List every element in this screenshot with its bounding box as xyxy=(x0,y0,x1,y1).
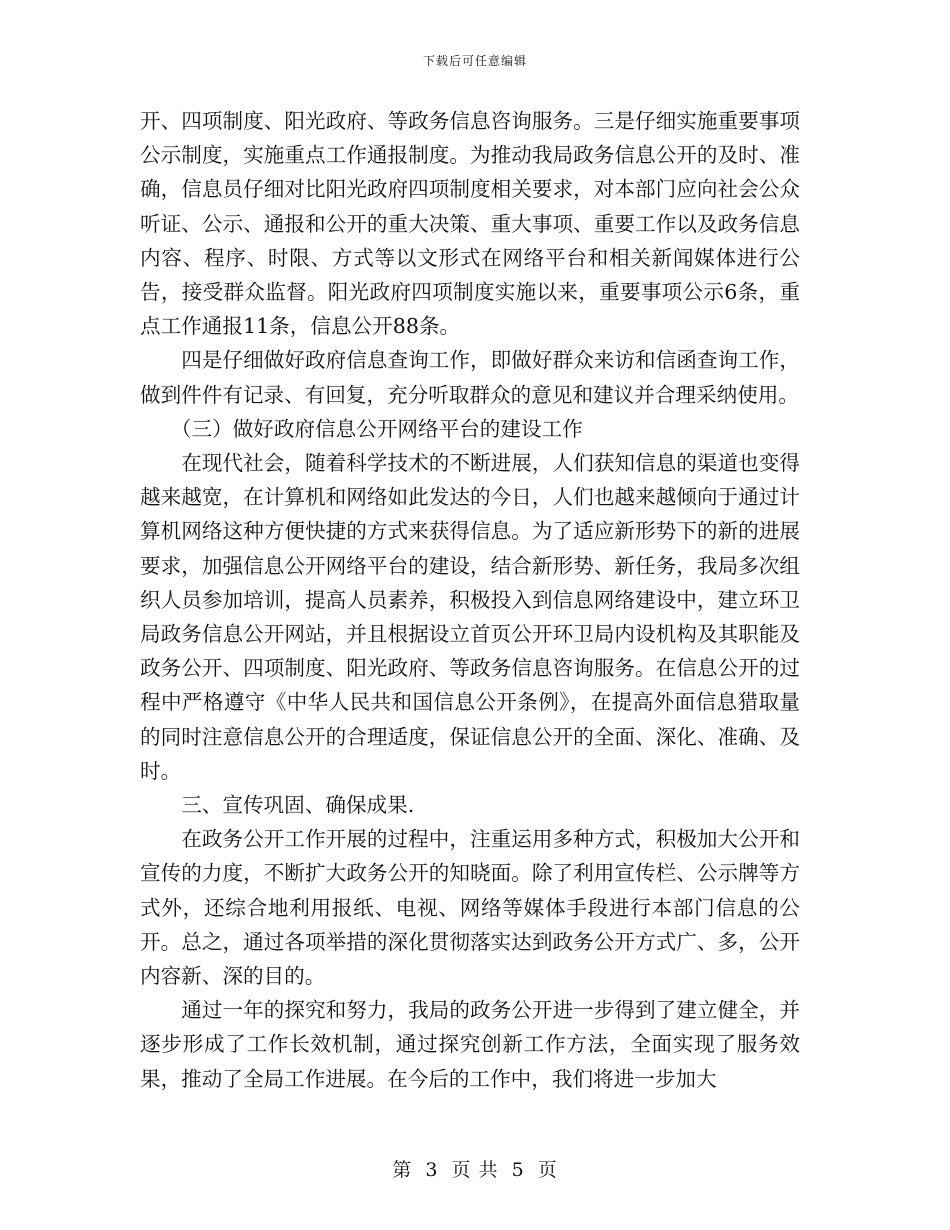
document-body xyxy=(140,104,800,1096)
total-pages-number: 5 xyxy=(511,1159,525,1181)
page-suffix: 页 xyxy=(537,1159,558,1181)
current-page-number: 3 xyxy=(425,1159,439,1181)
paragraph: 开、四项制度、阳光政府、等政务信息咨询服务。三是仔细实施重要事项公示制度，实施重点工作通报制度。为推动我局政务信息公开的及时、准确，信息员仔细对比阳光政府四项制度相关要求，对本部门应向社会公众听证、公示、通报和公开的重大决策、重大事项、重要工作以及政务信息内容、程序、时限、方式等以文形式在网络平台和相关新闻媒体进行公告，接受群众监督。阳光政府四项制度实施以来，重要事项公示6条，重点工作通报11条，信息公开88条。 xyxy=(140,109,800,339)
paragraph: 四是仔细做好政府信息查询工作，即做好群众来访和信函查询工作，做到件件有记录、有回复，充分听取群众的意见和建议并合理采纳使用。 xyxy=(140,348,800,407)
section-heading: （三）做好政府信息公开网络平台的建设工作 xyxy=(170,416,583,441)
page-footer xyxy=(0,1155,950,1182)
page-header xyxy=(0,52,950,69)
paragraph: 在现代社会，随着科学技术的不断进展，人们获知信息的渠道也变得越来越宽，在计算机和网络如此发达的今日，人们也越来越倾向于通过计算机网络这种方便快捷的方式来获得信息。为了适应新形势下的新的进展要求，加强信息公开网络平台的建设，结合新形势、新任务，我局多次组织人员参加培训，提高人员素养，积极投入到信息网络建设中，建立环卫局政务信息公开网站，并且根据设立首页公开环卫局内设机构及其职能及政务公开、四项制度、阳光政府、等政务信息咨询服务。在信息公开的过程中严格遵守《中华人民共和国信息公开条例》，在提高外面信息猎取量的同时注意信息公开的合理适度，保证信息公开的全面、深化、准确、及时。 xyxy=(140,451,800,783)
section-heading: 三、宣传巩固、确保成果. xyxy=(181,793,415,818)
page-prefix: 第 xyxy=(392,1159,413,1181)
header-note: 下载后可任意编辑 xyxy=(422,54,527,68)
paragraph: 在政务公开工作开展的过程中，注重运用多种方式，积极加大公开和宣传的力度，不断扩大政务公开的知晓面。除了利用宣传栏、公示牌等方式外，还综合地利用报纸、电视、网络等媒体手段进行本部门信息的公开。总之，通过各项举措的深化贯彻落实达到政务公开方式广、多，公开内容新、深的目的。 xyxy=(140,827,800,989)
page-middle: 页 共 xyxy=(451,1159,499,1181)
paragraph: 通过一年的探究和努力，我局的政务公开进一步得到了建立健全，并逐步形成了工作长效机制，通过探究创新工作方法，全面实现了服务效果，推动了全局工作进展。在今后的工作中，我们将进一步加大 xyxy=(140,998,800,1091)
